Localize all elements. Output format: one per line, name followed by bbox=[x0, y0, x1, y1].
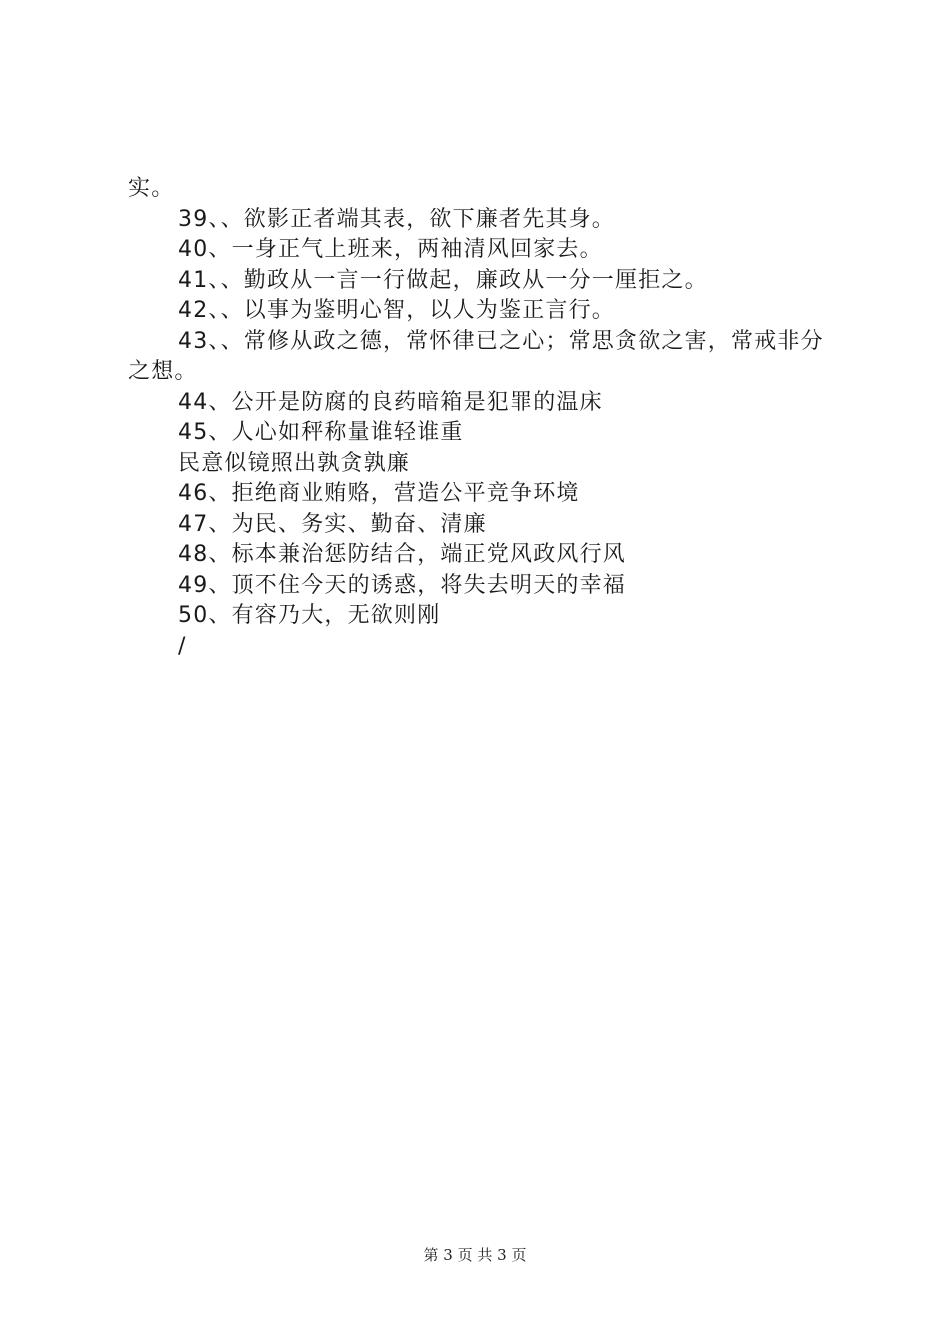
list-item: 40、一身正气上班来，两袖清风回家去。 bbox=[178, 237, 603, 262]
list-item: 44、公开是防腐的良药暗箱是犯罪的温床 bbox=[178, 389, 603, 415]
list-item: 民意似镜照出孰贪孰廉 bbox=[178, 450, 411, 476]
page-footer: 第 3 页 共 3 页 bbox=[423, 1246, 527, 1264]
list-item: 49、顶不住今天的诱惑，将失去明天的幸福 bbox=[178, 572, 626, 598]
continuation-text: 实。 bbox=[128, 176, 175, 201]
list-item: 42、、以事为鉴明心智，以人为鉴正言行。 bbox=[178, 298, 615, 323]
list-item: 50、有容乃大，无欲则刚 bbox=[178, 603, 441, 628]
list-item: / bbox=[178, 633, 187, 659]
list-item: 47、为民、务实、勤奋、清廉 bbox=[178, 511, 487, 537]
list-item: 46、拒绝商业贿赂，营造公平竞争环境 bbox=[178, 481, 580, 506]
list-item: 39、、欲影正者端其表，欲下廉者先其身。 bbox=[178, 206, 615, 232]
list-item: 48、标本兼治惩防结合，端正党风政风行风 bbox=[178, 542, 626, 567]
document-body bbox=[128, 174, 838, 662]
list-item: 41、、勤政从一言一行做起，廉政从一分一厘拒之。 bbox=[178, 267, 708, 293]
list-item: 43、、常修从政之德，常怀律已之心；常思贪欲之害，常戒非分之想。 bbox=[128, 328, 824, 384]
list-item: 45、人心如秤称量谁轻谁重 bbox=[178, 420, 464, 445]
